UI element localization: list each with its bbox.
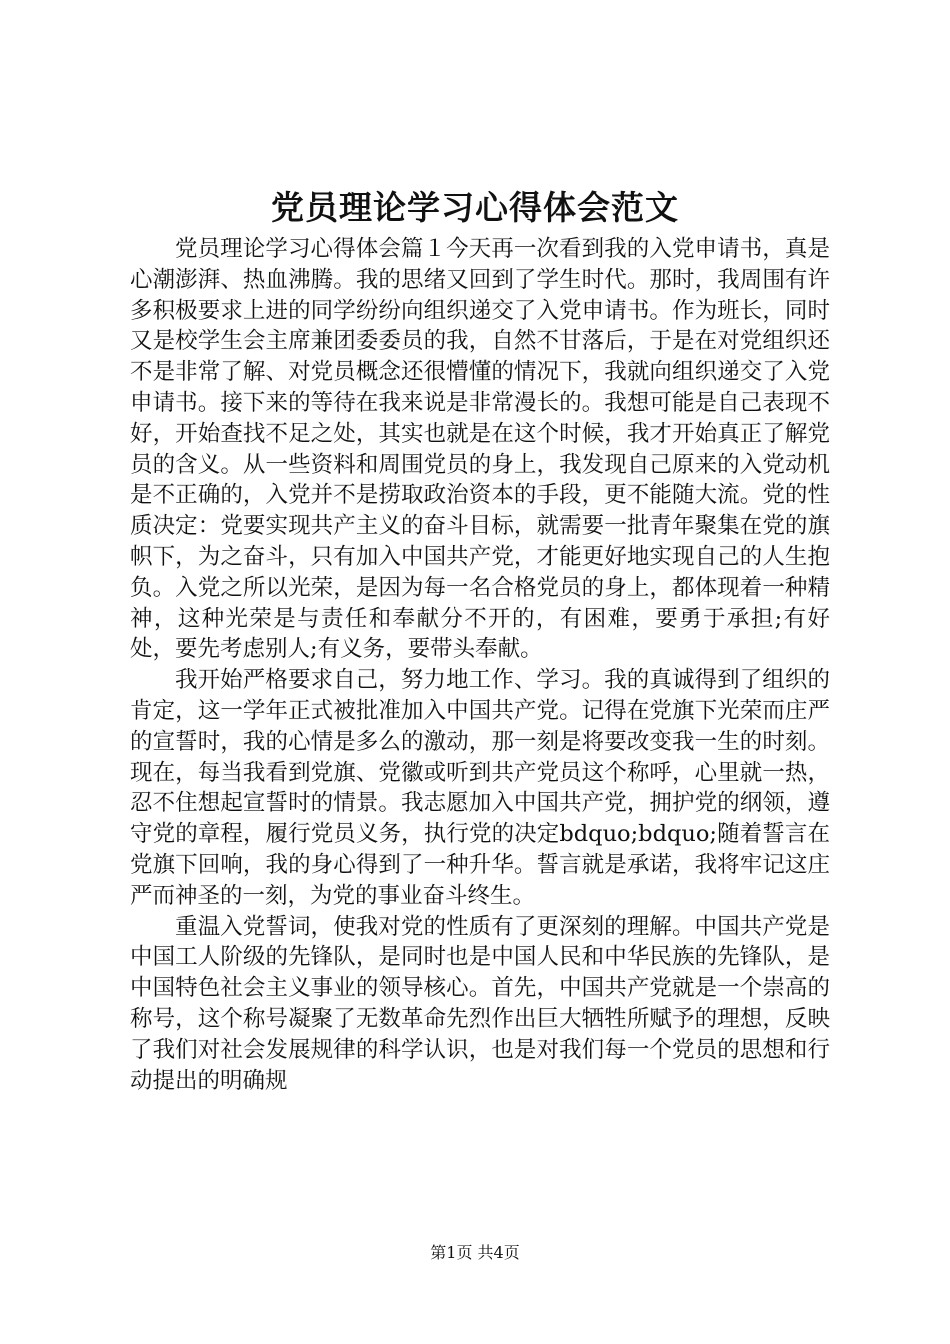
paragraph-1: 党员理论学习心得体会篇１今天再一次看到我的入党申请书，真是心潮澎湃、热血沸腾。我的思绪又回到了学生时代。那时，我周围有许多积极要求上进的同学纷纷向组织递交了入党申请书。作为班长，同时又是校学生会主席兼团委委员的我，自然不甘落后，于是在对党组织还不是非常了解、对党员概念还很懵懂的情况下，我就向组织递交了入党申请书。接下来的等待在我来说是非常漫长的。我想可能是自己表现不好，开始查找不足之处，其实也就是在这个时候，我才开始真正了解党员的含义。从一些资料和周围党员的身上，我发现自己原来的入党动机是不正确的，入党并不是捞取政治资本的手段，更不能随大流。党的性质决定：党要实现共产主义的奋斗目标，就需要一批青年聚集在党的旗帜下，为之奋斗，只有加入中国共产党，才能更好地实现自己的人生抱负。入党之所以光荣，是因为每一名合格党员的身上，都体现着一种精神，这种光荣是与责任和奉献分不开的，有困难，要勇于承担;有好处，要先考虑别人;有义务，要带头奉献。: [130, 236, 830, 663]
document-title: 党员理论学习心得体会范文: [271, 188, 679, 227]
paragraph-2: 我开始严格要求自己，努力地工作、学习。我的真诚得到了组织的肯定，这一学年正式被批准加入中国共产党。记得在党旗下光荣而庄严的宣誓时，我的心情是多么的激动，那一刻是将要改变我一生的时刻。现在，每当我看到党旗、党徽或听到共产党员这个称呼，心里就一热，忍不住想起宣誓时的情景。我志愿加入中国共产党，拥护党的纲领，遵守党的章程，履行党员义务，执行党的决定bdquo;bdquo;随着誓言在党旗下回响，我的身心得到了一种升华。誓言就是承诺，我将牢记这庄严而神圣的一刻，为党的事业奋斗终生。: [130, 667, 830, 909]
paragraph-3: 重温入党誓词，使我对党的性质有了更深刻的理解。中国共产党是中国工人阶级的先锋队，是同时也是中国人民和中华民族的先锋队，是中国特色社会主义事业的领导核心。首先，中国共产党就是一个崇高的称号，这个称号凝聚了无数革命先烈作出巨大牺牲所赋予的理想，反映了我们对社会发展规律的科学认识，也是对我们每一个党员的思想和行动提出的明确规: [130, 913, 830, 1094]
page-footer: 第1页 共4页: [430, 1243, 520, 1262]
document-body: [130, 234, 830, 1189]
